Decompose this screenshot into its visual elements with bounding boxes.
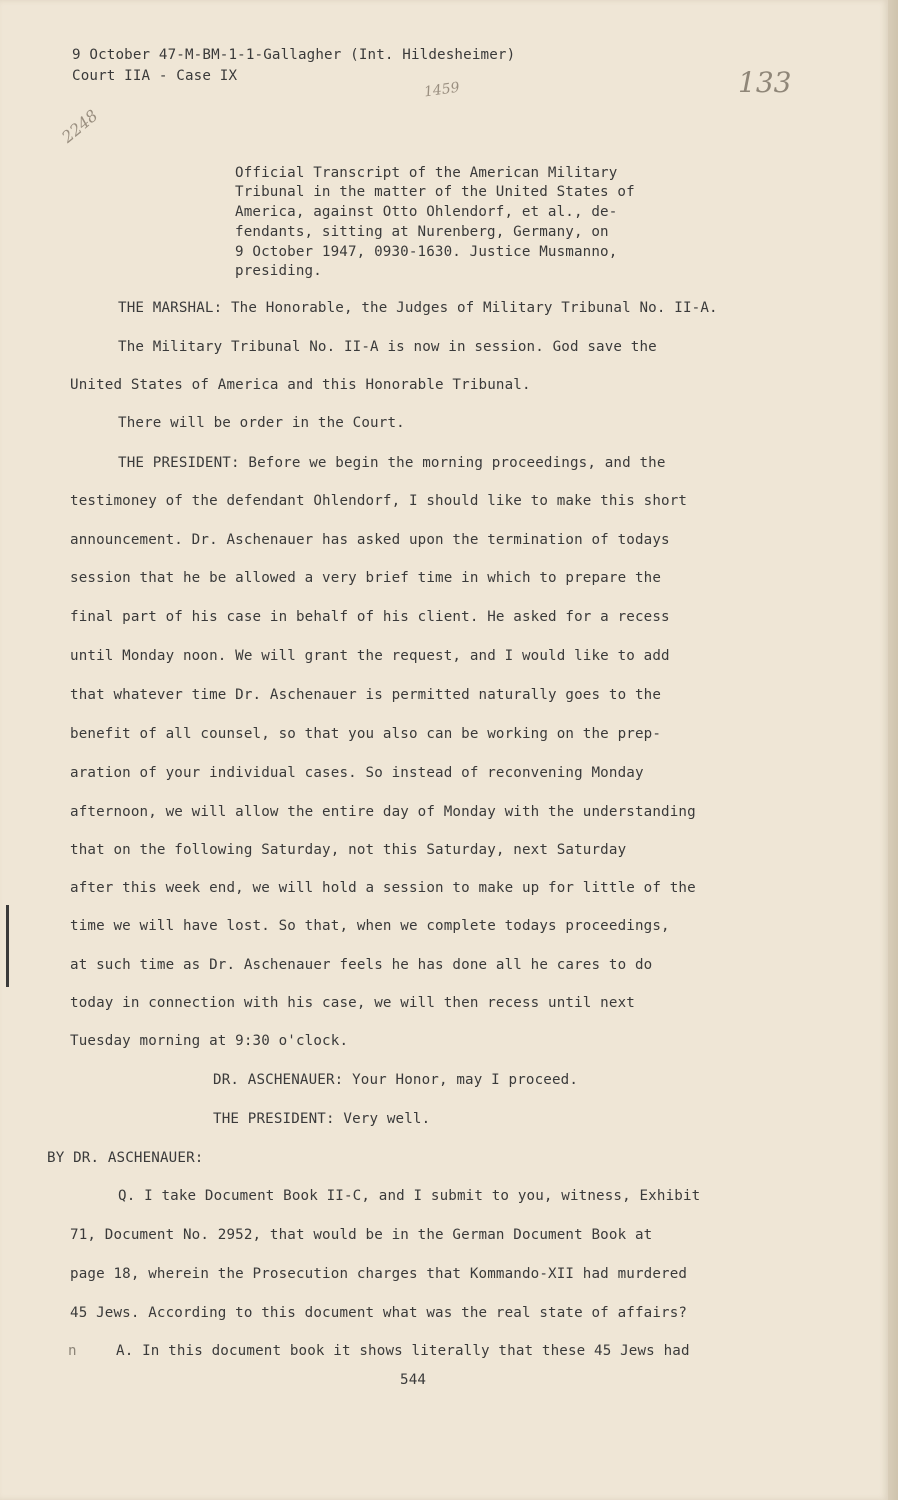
body-line: Tuesday morning at 9:30 o'clock. — [70, 1033, 349, 1049]
header-line-2: Court IIA - Case IX — [72, 68, 238, 84]
header-line-1: 9 October 47-M-BM-1-1-Gallagher (Int. Hildesheimer) — [72, 47, 516, 63]
body-line: testimoney of the defendant Ohlendorf, I should like to make this short — [70, 493, 688, 509]
binding-mark — [6, 905, 9, 987]
body-line: page 18, wherein the Prosecution charges that Kommando-XII had murdered — [70, 1266, 688, 1282]
page-edge — [888, 0, 898, 1500]
body-line: that whatever time Dr. Aschenauer is permitted naturally goes to the — [70, 687, 662, 703]
body-line: until Monday noon. We will grant the request, and I would like to add — [70, 648, 670, 664]
caption-line: presiding. — [235, 263, 322, 279]
pencil-note-corner: 2248 — [58, 105, 102, 147]
body-line: afternoon, we will allow the entire day of Monday with the understanding — [70, 804, 696, 820]
caption-line: Official Transcript of the American Military — [235, 165, 618, 181]
body-line: at such time as Dr. Aschenauer feels he has done all he cares to do — [70, 957, 653, 973]
body-line: benefit of all counsel, so that you also can be working on the prep- — [70, 726, 662, 742]
body-line: announcement. Dr. Aschenauer has asked upon the termination of todays — [70, 532, 670, 548]
page-number: 544 — [400, 1372, 427, 1388]
body-line: final part of his case in behalf of his client. He asked for a recess — [70, 609, 670, 625]
body-line: 71, Document No. 2952, that would be in the German Document Book at — [70, 1227, 653, 1243]
body-line: after this week end, we will hold a session to make up for little of the — [70, 880, 696, 896]
body-line: A. In this document book it shows literally that these 45 Jews had — [116, 1343, 690, 1359]
body-line: aration of your individual cases. So instead of reconvening Monday — [70, 765, 644, 781]
pencil-note-top: 1459 — [423, 79, 461, 101]
margin-mark: n — [68, 1343, 77, 1359]
body-line: THE MARSHAL: The Honorable, the Judges of Military Tribunal No. II-A. — [118, 300, 718, 316]
body-line: THE PRESIDENT: Before we begin the morning proceedings, and the — [118, 455, 666, 471]
caption-line: Tribunal in the matter of the United States of — [235, 184, 635, 200]
body-line: 45 Jews. According to this document what was the real state of affairs? — [70, 1305, 688, 1321]
body-line: DR. ASCHENAUER: Your Honor, may I proceed. — [213, 1072, 579, 1088]
body-line: today in connection with his case, we will then recess until next — [70, 995, 635, 1011]
body-line: that on the following Saturday, not this Saturday, next Saturday — [70, 842, 627, 858]
caption-line: America, against Otto Ohlendorf, et al., de- — [235, 204, 618, 220]
body-line: Q. I take Document Book II-C, and I submit to you, witness, Exhibit — [118, 1188, 701, 1204]
body-line: United States of America and this Honorable Tribunal. — [70, 377, 531, 393]
body-line: There will be order in the Court. — [118, 415, 405, 431]
body-line: BY DR. ASCHENAUER: — [47, 1150, 204, 1166]
body-line: session that he be allowed a very brief time in which to prepare the — [70, 570, 662, 586]
caption-line: fendants, sitting at Nurenberg, Germany, on — [235, 224, 609, 240]
page-stamp-handwritten: 133 — [738, 66, 792, 99]
body-line: THE PRESIDENT: Very well. — [213, 1111, 431, 1127]
body-line: time we will have lost. So that, when we complete todays proceedings, — [70, 918, 670, 934]
caption-line: 9 October 1947, 0930-1630. Justice Musmanno, — [235, 244, 618, 260]
body-line: The Military Tribunal No. II-A is now in session. God save the — [118, 339, 657, 355]
